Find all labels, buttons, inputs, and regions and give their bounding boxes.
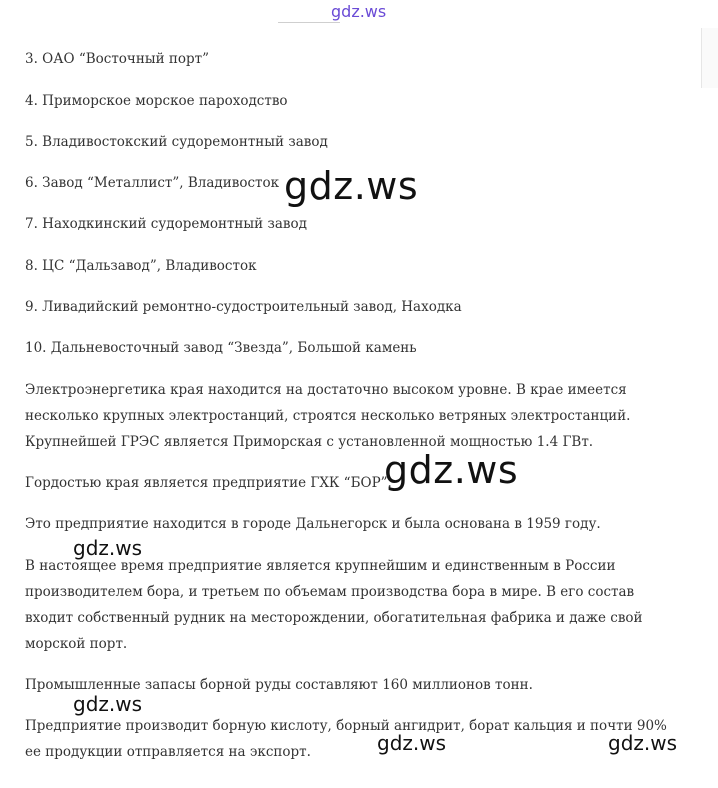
watermark-small: gdz.ws (73, 536, 143, 560)
watermark-small: gdz.ws (608, 731, 678, 755)
paragraph-line: входит собственный рудник на месторождении, обогатительная фабрика и даже свой (25, 610, 643, 626)
list-item: 3. ОАО “Восточный порт” (25, 51, 210, 67)
paragraph-line: В настоящее время предприятие является крупнейшим и единственным в России (25, 558, 616, 574)
list-item: 6. Завод “Металлист”, Владивосток (25, 175, 280, 191)
paragraph-line: Это предприятие находится в городе Дальнегорск и была основана в 1959 году. (25, 516, 601, 532)
paragraph-line: несколько крупных электростанций, строятся несколько ветряных электростанций. (25, 408, 631, 424)
watermark-small: gdz.ws (73, 692, 143, 716)
paragraph-line: Промышленные запасы борной руды составляют 160 миллионов тонн. (25, 677, 533, 693)
list-item: 5. Владивостокский судоремонтный завод (25, 134, 328, 150)
list-item: 10. Дальневосточный завод “Звезда”, Большой камень (25, 340, 417, 356)
watermark-small: gdz.ws (377, 731, 447, 755)
watermark-large: gdz.ws (384, 448, 519, 492)
list-item: 7. Находкинский судоремонтный завод (25, 216, 307, 232)
watermark-top: gdz.ws (331, 2, 387, 21)
paragraph-line: морской порт. (25, 636, 128, 652)
paragraph-line: производителем бора, и третьем по объемам производства бора в мире. В его состав (25, 584, 635, 600)
list-item: 9. Ливадийский ремонтно-судостроительный завод, Находка (25, 299, 462, 315)
paragraph-line: ее продукции отправляется на экспорт. (25, 744, 311, 760)
list-item: 4. Приморское морское пароходство (25, 93, 288, 109)
paragraph-line: Крупнейшей ГРЭС является Приморская с установленной мощностью 1.4 ГВт. (25, 434, 594, 450)
scrollbar-edge[interactable] (701, 28, 718, 88)
paragraph-line: Предприятие производит борную кислоту, борный ангидрит, борат кальция и почти 90% (25, 718, 667, 734)
watermark-large: gdz.ws (284, 164, 419, 208)
paragraph-line: Гордостью края является предприятие ГХК “БОР”. (25, 475, 392, 491)
top-divider (278, 22, 340, 23)
list-item: 8. ЦС “Дальзавод”, Владивосток (25, 258, 257, 274)
paragraph-line: Электроэнергетика края находится на достаточно высоком уровне. В крае имеется (25, 382, 627, 398)
